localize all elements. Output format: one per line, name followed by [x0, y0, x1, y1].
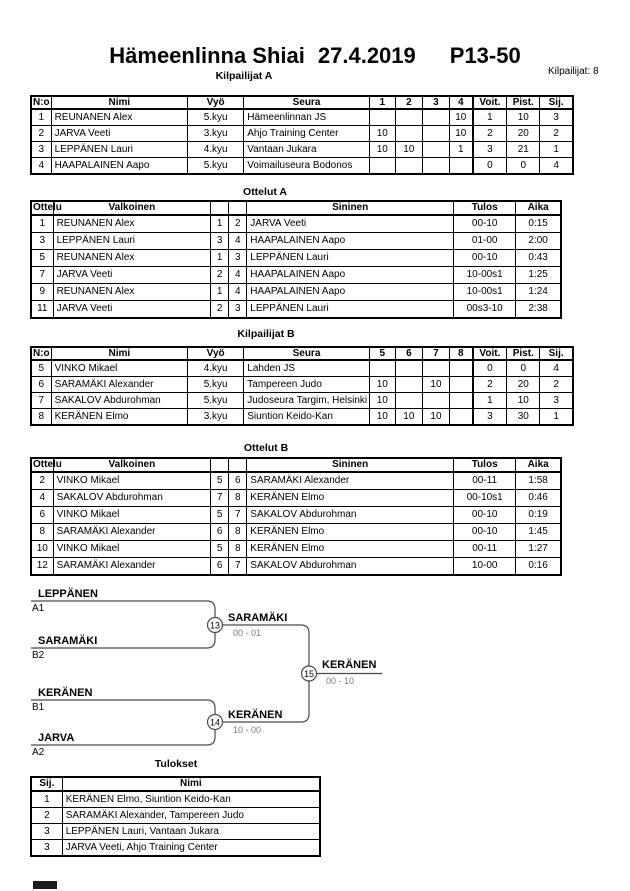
match-number: 12: [31, 558, 53, 576]
match-result: 00-11: [454, 541, 516, 558]
semi1-score: 00 - 01: [233, 628, 262, 638]
bracket-slot-b1-name: KERÄNEN: [38, 687, 93, 699]
col-header-white-no: [211, 458, 229, 472]
footer-mark: [33, 881, 57, 889]
competitor-name: SAKALOV Abdurohman: [51, 393, 188, 409]
white-number: 1: [211, 284, 229, 301]
competitor-place: 2: [540, 126, 573, 142]
competitor-number: 6: [31, 377, 51, 393]
match-row: [31, 215, 561, 233]
competitors-count: Kilpailijat: 8: [548, 66, 599, 77]
score-vs-7: 10: [422, 409, 449, 426]
match-time: 2:38: [516, 301, 561, 319]
match-time: 1:25: [516, 267, 561, 284]
col-header-match-no: Ottelu: [33, 202, 62, 213]
competitor-wins: 0: [473, 158, 507, 175]
competitor-row: [31, 142, 573, 158]
blue-competitor: KERÄNEN Elmo: [247, 490, 454, 507]
competitor-row: [31, 360, 573, 377]
score-vs-2: [395, 158, 422, 175]
result-place: 2: [31, 808, 62, 824]
white-competitor: SARAMÄKI Alexander: [53, 524, 211, 541]
match-number: 2: [31, 472, 53, 490]
score-vs-6: 10: [395, 409, 422, 426]
blue-number: 2: [229, 215, 247, 233]
score-vs-6: [395, 393, 422, 409]
score-vs-4: [450, 158, 473, 175]
result-name: KERÄNEN Elmo, Siuntion Keido-Kan: [62, 791, 320, 808]
bracket-lines: [0, 585, 630, 765]
bracket-slot-a2-seed: A2: [32, 747, 45, 758]
match-14-number: 14: [209, 717, 221, 728]
result-place: 1: [31, 791, 62, 808]
col-header-belt: Vyö: [188, 347, 244, 360]
competitor-number: 2: [31, 126, 51, 142]
blue-competitor: SARAMÄKI Alexander: [247, 472, 454, 490]
blue-competitor: LEPPÄNEN Lauri: [247, 301, 454, 319]
blue-number: 4: [229, 267, 247, 284]
competitor-name: REUNANEN Alex: [51, 109, 188, 126]
matches-a-header-row: [31, 201, 561, 215]
col-header-m8: 8: [450, 347, 473, 360]
blue-number: 4: [229, 233, 247, 250]
match-row: [31, 301, 561, 319]
blue-number: 8: [229, 524, 247, 541]
weight-category: P13-50: [449, 43, 521, 68]
match-time: 1:45: [516, 524, 561, 541]
competitor-number: 4: [31, 158, 51, 175]
col-header-m7: 7: [422, 347, 449, 360]
competitor-row: [31, 393, 573, 409]
match-row: [31, 233, 561, 250]
match-result: 00-10s1: [454, 490, 516, 507]
col-header-place: Sij.: [540, 347, 573, 360]
score-vs-4: 10: [450, 109, 473, 126]
match-row: [31, 250, 561, 267]
blue-competitor: SAKALOV Abdurohman: [247, 507, 454, 524]
match-number: 7: [31, 267, 53, 284]
semi2-winner-name: KERÄNEN: [228, 709, 283, 721]
results-table: [30, 776, 321, 857]
blue-competitor: JARVA Veeti: [247, 215, 454, 233]
match-result: 10-00: [454, 558, 516, 576]
col-header-club: Seura: [244, 347, 369, 360]
white-competitor: LEPPÄNEN Lauri: [53, 233, 211, 250]
white-number: 2: [211, 267, 229, 284]
white-competitor: JARVA Veeti: [53, 267, 211, 284]
competitor-row: [31, 377, 573, 393]
match-time: 0:15: [516, 215, 561, 233]
match-result: 00-10: [454, 215, 516, 233]
result-row: [31, 840, 320, 857]
competitor-belt: 5.kyu: [188, 393, 244, 409]
semi2-score: 10 - 00: [233, 725, 262, 735]
match-row: [31, 524, 561, 541]
blue-competitor: SAKALOV Abdurohman: [247, 558, 454, 576]
white-number: 5: [211, 472, 229, 490]
col-header-belt: Vyö: [188, 96, 244, 109]
competitor-number: 3: [31, 142, 51, 158]
col-header-blue: Sininen: [247, 458, 454, 472]
competitor-club: Hämeenlinnan JS: [244, 109, 369, 126]
result-place: 3: [31, 824, 62, 840]
col-header-name: Nimi: [62, 777, 320, 791]
competitor-wins: 1: [473, 109, 507, 126]
competitor-name: SARAMÄKI Alexander: [51, 377, 188, 393]
competitor-belt: 4.kyu: [188, 142, 244, 158]
blue-competitor: LEPPÄNEN Lauri: [247, 250, 454, 267]
event-date: 27.4.2019: [317, 43, 416, 68]
score-vs-1: [369, 158, 395, 175]
blue-competitor: HAAPALAINEN Aapo: [247, 233, 454, 250]
competitor-name: KERÄNEN Elmo: [51, 409, 188, 426]
result-name: JARVA Veeti, Ahjo Training Center: [62, 840, 320, 857]
score-vs-2: 10: [395, 142, 422, 158]
match-result: 01-00: [454, 233, 516, 250]
blue-number: 7: [229, 558, 247, 576]
match-time: 1:27: [516, 541, 561, 558]
final-bracket-line: [215, 625, 309, 722]
match-number: 8: [31, 524, 53, 541]
pool-a-header-row: [31, 96, 573, 109]
white-number: 5: [211, 541, 229, 558]
score-vs-7: 10: [422, 377, 449, 393]
match-13-number: 13: [209, 620, 221, 631]
competitor-wins: 0: [473, 360, 507, 377]
match-row: [31, 507, 561, 524]
blue-number: 8: [229, 541, 247, 558]
semi1-winner-name: SARAMÄKI: [228, 612, 288, 624]
match-row: [31, 541, 561, 558]
score-vs-3: [422, 126, 449, 142]
white-number: 7: [211, 490, 229, 507]
competitor-points: 30: [507, 409, 540, 426]
blue-number: 7: [229, 507, 247, 524]
competitor-belt: 5.kyu: [188, 377, 244, 393]
matches-a-title: Ottelut A: [243, 186, 287, 198]
col-header-white-no: [211, 201, 229, 215]
match-number: 6: [31, 507, 53, 524]
score-vs-8: [450, 377, 473, 393]
match-number: 3: [31, 233, 53, 250]
match-result: 00-10: [454, 524, 516, 541]
competitor-name: LEPPÄNEN Lauri: [51, 142, 188, 158]
score-vs-1: 10: [369, 142, 395, 158]
white-competitor: VINKO Mikael: [53, 472, 211, 490]
white-number: 5: [211, 507, 229, 524]
competitor-place: 2: [540, 377, 573, 393]
match-result: 00s3-10: [454, 301, 516, 319]
competitor-wins: 3: [473, 142, 507, 158]
score-vs-3: [422, 109, 449, 126]
competitor-place: 4: [540, 158, 573, 175]
result-row: [31, 808, 320, 824]
results-header-row: [31, 777, 320, 791]
blue-number: 6: [229, 472, 247, 490]
result-name: SARAMÄKI Alexander, Tampereen Judo: [62, 808, 320, 824]
col-header-points: Pist.: [507, 347, 540, 360]
matches-b-header-row: [31, 458, 561, 472]
competitor-place: 3: [540, 393, 573, 409]
score-vs-1: [369, 109, 395, 126]
white-competitor: JARVA Veeti: [53, 301, 211, 319]
competitor-belt: 3.kyu: [188, 126, 244, 142]
blue-number: 3: [229, 301, 247, 319]
match-number: 11: [31, 301, 53, 319]
white-competitor: REUNANEN Alex: [53, 250, 211, 267]
competitor-place: 1: [540, 142, 573, 158]
score-vs-4: 10: [450, 126, 473, 142]
bracket-slot-b1-seed: B1: [32, 702, 45, 713]
col-header-name: Nimi: [51, 347, 188, 360]
white-competitor: REUNANEN Alex: [53, 215, 211, 233]
col-header-wins: Voit.: [473, 347, 507, 360]
match-time: 1:58: [516, 472, 561, 490]
competitor-club: Siuntion Keido-Kan: [244, 409, 369, 426]
score-vs-7: [422, 360, 449, 377]
col-header-m6: 6: [395, 347, 422, 360]
match-row: [31, 284, 561, 301]
competitor-name: HAAPALAINEN Aapo: [51, 158, 188, 175]
competitor-wins: 1: [473, 393, 507, 409]
match-time: 0:46: [516, 490, 561, 507]
results-title: Tulokset: [154, 758, 198, 770]
col-header-white: Valkoinen: [53, 201, 211, 215]
bracket-slot-a2-name: JARVA: [38, 732, 75, 744]
blue-number: 8: [229, 490, 247, 507]
match-row: [31, 490, 561, 507]
competitor-club: Vantaan Jukara: [244, 142, 369, 158]
match-time: 0:19: [516, 507, 561, 524]
competitor-number: 8: [31, 409, 51, 426]
competitor-place: 4: [540, 360, 573, 377]
competitor-row: [31, 158, 573, 175]
match-number: 9: [31, 284, 53, 301]
white-number: 6: [211, 524, 229, 541]
white-number: 3: [211, 233, 229, 250]
match-time: 1:24: [516, 284, 561, 301]
competitor-points: 0: [507, 158, 540, 175]
col-header-m5: 5: [369, 347, 395, 360]
col-header-points: Pist.: [507, 96, 540, 109]
score-vs-5: [369, 360, 395, 377]
bracket-slot-b2-name: SARAMÄKI: [38, 635, 98, 647]
white-competitor: VINKO Mikael: [53, 507, 211, 524]
result-row: [31, 824, 320, 840]
competitor-belt: 4.kyu: [188, 360, 244, 377]
blue-competitor: KERÄNEN Elmo: [247, 524, 454, 541]
page-title: [0, 43, 630, 69]
white-competitor: SAKALOV Abdurohman: [53, 490, 211, 507]
pool-b-table: [30, 346, 574, 426]
score-vs-2: [395, 109, 422, 126]
col-header-wins: Voit.: [473, 96, 507, 109]
score-vs-5: 10: [369, 409, 395, 426]
match-result: 10-00s1: [454, 267, 516, 284]
result-row: [31, 791, 320, 808]
col-header-white: Valkoinen: [53, 458, 211, 472]
event-name: Hämeenlinna Shiai: [109, 43, 305, 68]
competitor-wins: 2: [473, 126, 507, 142]
col-header-m2: 2: [395, 96, 422, 109]
score-vs-6: [395, 360, 422, 377]
competitor-points: 21: [507, 142, 540, 158]
col-header-no: N:o: [33, 348, 50, 359]
competitor-club: Judoseura Targim, Helsinki: [244, 393, 369, 409]
score-vs-8: [450, 360, 473, 377]
bracket-slot-b2-seed: B2: [32, 650, 45, 661]
match-result: 00-11: [454, 472, 516, 490]
competitor-row: [31, 409, 573, 426]
blue-competitor: HAAPALAINEN Aapo: [247, 267, 454, 284]
competitor-club: Lahden JS: [244, 360, 369, 377]
pool-a-table: [30, 95, 574, 175]
score-vs-2: [395, 126, 422, 142]
match-number: 4: [31, 490, 53, 507]
competitor-number: 5: [31, 360, 51, 377]
white-competitor: REUNANEN Alex: [53, 284, 211, 301]
final-score: 00 - 10: [326, 676, 355, 686]
col-header-time: Aika: [516, 201, 561, 215]
score-vs-5: 10: [369, 393, 395, 409]
white-competitor: SARAMÄKI Alexander: [53, 558, 211, 576]
match-15-number: 15: [303, 669, 315, 679]
col-header-m3: 3: [422, 96, 449, 109]
col-header-m4: 4: [450, 96, 473, 109]
score-vs-6: [395, 377, 422, 393]
competitor-belt: 3.kyu: [188, 409, 244, 426]
blue-competitor: KERÄNEN Elmo: [247, 541, 454, 558]
col-header-match-no: Ottelu: [33, 459, 62, 470]
competitor-row: [31, 126, 573, 142]
score-vs-3: [422, 158, 449, 175]
competitor-name: JARVA Veeti: [51, 126, 188, 142]
match-number: 10: [31, 541, 53, 558]
match-time: 0:16: [516, 558, 561, 576]
competitor-number: 7: [31, 393, 51, 409]
medal-bracket: [0, 585, 630, 765]
white-number: 6: [211, 558, 229, 576]
competitor-club: Ahjo Training Center: [244, 126, 369, 142]
score-vs-8: [450, 409, 473, 426]
result-name: LEPPÄNEN Lauri, Vantaan Jukara: [62, 824, 320, 840]
match-result: 00-10: [454, 250, 516, 267]
competitor-belt: 5.kyu: [188, 109, 244, 126]
competitor-number: 1: [31, 109, 51, 126]
matches-b-title: Ottelut B: [243, 442, 289, 454]
white-number: 2: [211, 301, 229, 319]
competitor-points: 10: [507, 393, 540, 409]
competitor-belt: 5.kyu: [188, 158, 244, 175]
col-header-m1: 1: [369, 96, 395, 109]
pool-a-title: Kilpailijat A: [215, 70, 273, 82]
match-time: 2:00: [516, 233, 561, 250]
result-place: 3: [31, 840, 62, 857]
final-winner-name: KERÄNEN: [322, 659, 377, 671]
col-header-place: Sij.: [540, 96, 573, 109]
pool-b-header-row: [31, 347, 573, 360]
competitor-club: Voimailuseura Bodonos: [244, 158, 369, 175]
col-header-result: Tulos: [454, 201, 516, 215]
score-vs-1: 10: [369, 126, 395, 142]
matches-a-table: [30, 200, 562, 319]
col-header-no: N:o: [33, 97, 50, 108]
bracket-slot-a1-seed: A1: [32, 603, 45, 614]
blue-number: 3: [229, 250, 247, 267]
match-result: 10-00s1: [454, 284, 516, 301]
blue-number: 4: [229, 284, 247, 301]
match-number: 5: [31, 250, 53, 267]
matches-b-table: [30, 457, 562, 576]
match-time: 0:43: [516, 250, 561, 267]
bracket-slot-a1-name: LEPPÄNEN: [38, 588, 98, 600]
competitor-club: Tampereen Judo: [244, 377, 369, 393]
competitor-points: 20: [507, 377, 540, 393]
competitor-points: 0: [507, 360, 540, 377]
match-row: [31, 558, 561, 576]
score-vs-4: 1: [450, 142, 473, 158]
match-row: [31, 472, 561, 490]
match-number: 1: [31, 215, 53, 233]
competitor-points: 10: [507, 109, 540, 126]
white-number: 1: [211, 215, 229, 233]
col-header-name: Nimi: [51, 96, 188, 109]
col-header-club: Seura: [244, 96, 369, 109]
score-vs-5: 10: [369, 377, 395, 393]
competitor-row: [31, 109, 573, 126]
match-row: [31, 267, 561, 284]
col-header-blue-no: [229, 201, 247, 215]
col-header-result: Tulos: [454, 458, 516, 472]
col-header-time: Aika: [516, 458, 561, 472]
match-result: 00-10: [454, 507, 516, 524]
competitor-wins: 2: [473, 377, 507, 393]
col-header-place: Sij.: [31, 777, 62, 791]
score-vs-3: [422, 142, 449, 158]
col-header-blue-no: [229, 458, 247, 472]
white-number: 1: [211, 250, 229, 267]
competitor-place: 1: [540, 409, 573, 426]
pool-b-title: Kilpailijat B: [237, 328, 295, 340]
competitor-points: 20: [507, 126, 540, 142]
col-header-blue: Sininen: [247, 201, 454, 215]
competitor-place: 3: [540, 109, 573, 126]
white-competitor: VINKO Mikael: [53, 541, 211, 558]
competitor-name: VINKO Mikael: [51, 360, 188, 377]
score-vs-7: [422, 393, 449, 409]
blue-competitor: HAAPALAINEN Aapo: [247, 284, 454, 301]
score-vs-8: [450, 393, 473, 409]
competitor-wins: 3: [473, 409, 507, 426]
